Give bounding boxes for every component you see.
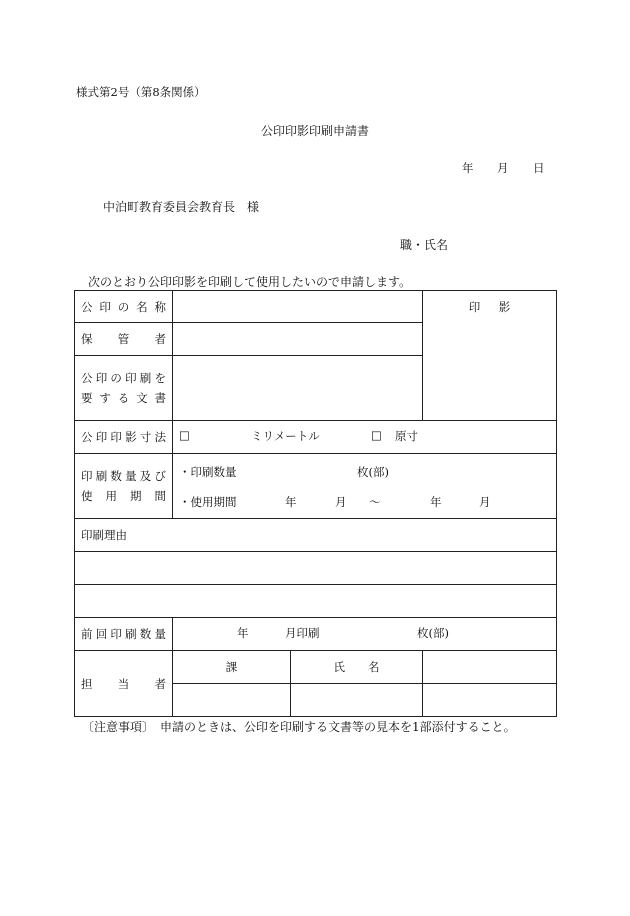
actual-size-checkbox[interactable]: □ (371, 428, 382, 442)
intro-text: 次のとおり公印印影を印刷して使用したいので申請します。 (88, 275, 412, 289)
size-label-cell (75, 421, 173, 454)
quantity-period-label-cell (75, 454, 173, 519)
print-quantity-label: ・印刷数量 (179, 465, 237, 479)
person-in-charge-label-cell (75, 651, 173, 717)
applicant-title-name-label: 職・氏名 (400, 238, 449, 252)
date-line (0, 160, 630, 176)
reason-field-line-1[interactable] (75, 552, 557, 585)
period-end-month: 月 (479, 495, 491, 509)
section-header-cell (173, 651, 291, 684)
custodian-label-cell (75, 323, 173, 356)
size-label: 公印印影寸法 (81, 430, 166, 444)
seal-name-field[interactable] (173, 291, 423, 323)
previous-quantity-label: 前回印刷数量 (81, 627, 166, 641)
period-start-month: 月 (335, 495, 347, 509)
seal-image-label: 印影 (468, 300, 529, 314)
person-extra-header-cell[interactable] (423, 651, 557, 684)
seal-image-area[interactable] (423, 291, 557, 421)
custodian-label: 保管者 (81, 332, 166, 346)
seal-name-label: 公印の名称 (81, 299, 166, 314)
name-field[interactable] (291, 684, 423, 717)
document-field[interactable] (173, 356, 423, 421)
form-number: 様式第2号（第8条関係） (76, 85, 206, 99)
document-title: 公印印影印刷申請書 (260, 124, 369, 138)
person-in-charge-label: 担当者 (81, 676, 166, 691)
notes: 〔注意事項〕 申請のときは、公印を印刷する文書等の見本を1部添付すること。 (82, 720, 516, 734)
quantity-period-label-line-1: 印刷数量及び (81, 469, 166, 483)
previous-month-printed: 月印刷 (285, 626, 320, 640)
seal-name-label-cell (75, 291, 173, 323)
reason-label-cell (75, 519, 557, 552)
date-day: 日 (533, 161, 545, 175)
document-label-line-1: 公印の印刷を (81, 371, 166, 385)
custodian-field[interactable] (173, 323, 423, 356)
application-form-table (74, 290, 557, 717)
period-start-year: 年 (285, 495, 297, 509)
person-extra-field[interactable] (423, 684, 557, 717)
reason-label: 印刷理由 (81, 528, 127, 542)
previous-year: 年 (237, 626, 249, 640)
section-label: 課 (225, 660, 238, 674)
size-options-cell (173, 421, 557, 454)
quantity-period-label-line-2: 使用期間 (81, 489, 166, 503)
usage-period-label: ・使用期間 (179, 495, 237, 509)
name-label: 氏 名 (333, 660, 380, 674)
addressee: 中泊町教育委員会教育長 様 (103, 200, 260, 214)
millimeter-checkbox[interactable]: □ (179, 428, 190, 442)
document-label-cell (75, 356, 173, 421)
actual-size-option-label: 原寸 (395, 429, 418, 443)
period-tilde: ～ (369, 495, 381, 509)
date-month: 月 (497, 161, 509, 175)
previous-quantity-label-cell (75, 618, 173, 651)
period-end-year: 年 (430, 495, 442, 509)
print-quantity-unit: 枚(部) (357, 465, 389, 479)
previous-quantity-unit: 枚(部) (417, 626, 449, 640)
date-year: 年 (462, 161, 474, 175)
name-header-cell (291, 651, 423, 684)
document-label-line-2: 要する文書 (81, 391, 166, 405)
quantity-period-cell[interactable] (173, 454, 557, 519)
millimeter-option-label: ミリメートル (251, 429, 320, 443)
previous-quantity-cell[interactable] (173, 618, 557, 651)
reason-field-line-2[interactable] (75, 585, 557, 618)
section-field[interactable] (173, 684, 291, 717)
